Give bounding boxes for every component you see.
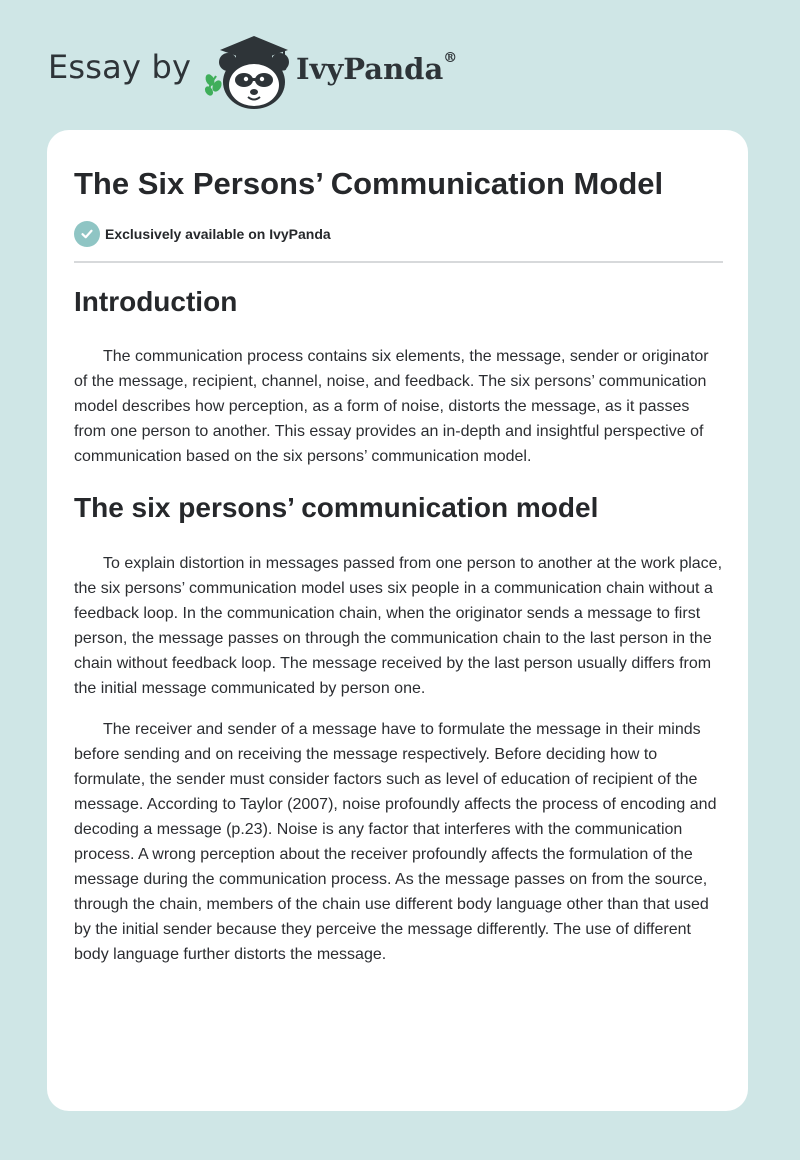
section-heading-introduction: Introduction [74,286,238,317]
checkmark-circle-icon [74,221,100,247]
essay-by-label: Essay by [48,48,192,86]
divider [74,261,723,263]
panda-graduation-cap-icon [200,30,292,112]
site-header [0,0,800,130]
paragraph: The communication process contains six elements, the message, sender or originator of the message, recipient, channel, noise, and feedback. The six persons’ communication model describes how perception, as a form of noise, distorts the message, as it passes from one person to another. This essay provides an in-depth and insightful perspective of communication based on the six persons’ communication model. [74,348,709,465]
registered-mark: ® [443,50,458,66]
leaf-icon [203,73,223,97]
brand-name-text: IvyPanda [296,52,444,86]
brand-name [296,52,457,86]
paragraph: The receiver and sender of a message have to formulate the message in their minds before sending and on receiving the message respectively. Before deciding how to formulate, the sender must consider factors such as level of education of recipient of the message. According to Taylor (2007), noise profoundly affects the process of encoding and decoding a message (p.23). Noise is any factor that interferes with the communication process. A wrong perception about the receiver profoundly affects the formulation of the message during the communication process. As the message passes on from the source, through the chain, members of the chain use different body language other than that used by the initial sender because they perceive the message differently. The use of different body language further distorts the message. [74,721,717,963]
section-heading-model: The six persons’ communication model [74,492,599,523]
essay-body [74,280,724,967]
essay-card [47,130,748,1111]
exclusive-badge [74,221,331,247]
page-title: The Six Persons’ Communication Model [74,166,664,201]
badge-label: Exclusively available on IvyPanda [105,226,331,242]
paragraph: To explain distortion in messages passed from one person to another at the work place, the six persons’ communication model uses six people in a communication chain without a feedback loop. In the communication chain, when the originator sends a message to first person, the message passes on through the communication chain to the last person in the chain without feedback loop. The message received by the last person usually differs from the initial message communicated by person one. [74,555,723,697]
